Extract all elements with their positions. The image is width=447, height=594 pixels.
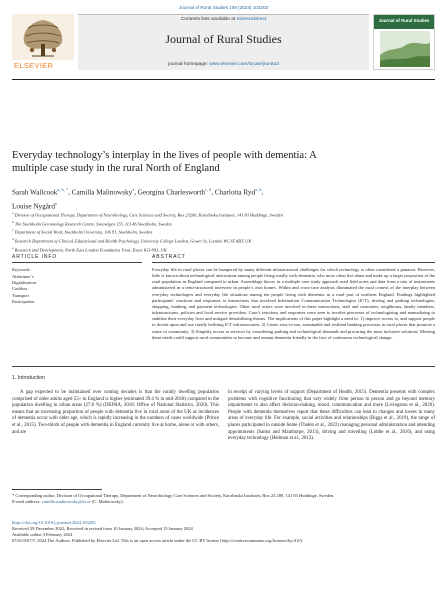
- intro-column-right: in receipt of varying levels of support (Department of Health, 2015). Dementia presents with complex problems with cognitive functioning that vary widely from person to person and go beyond memory impairments to also affect decision-making, mood, communication and more (Livingston et al., 2020). People with dementia themselves report that these difficulties can lead to changes and losses in many areas of everyday life. For example, social activities and relationships (Biggs et al., 2019), the range of places participated in outside home (Thalén et al., 2022) managing personal administration and attending appointments (Samsi and Manthorpe, 2013), driving and travelling (Liddle et al., 2016), and using everyday technology (Hedman et al., 2013).: [228, 390, 435, 442]
- cover-landscape-icon: [380, 31, 430, 67]
- article-info-rule: [12, 262, 142, 263]
- affiliation-item: $^e$ Research and Development, North East London Foundation Trust, Essex IG3 8XJ, UK: [12, 245, 167, 253]
- doi-link[interactable]: https://doi.org/10.1016/j.jrurstud.2024.103203: [12, 520, 96, 525]
- email-link[interactable]: camilla.malinowsky@ki.se: [41, 499, 91, 504]
- email-suffix: (C. Malinowsky).: [91, 499, 124, 504]
- publisher-name: ELSEVIER: [14, 61, 54, 70]
- article-title-line-1: Everyday technology’s interplay in the lives of people with dementia: A: [12, 150, 317, 161]
- elsevier-tree-icon: [12, 14, 74, 60]
- affiliations: [12, 210, 432, 253]
- keywords-label: Keywords:: [12, 267, 31, 272]
- affiliation-item: $^c$ Department of Social Work, Stockholm University, 106 91, Stockholm, Sweden: [12, 228, 153, 235]
- section-heading-introduction: 1. Introduction: [12, 375, 45, 381]
- journal-banner: [12, 14, 435, 70]
- email-label: E-mail address:: [12, 499, 41, 504]
- author-name[interactable]: Louise Nygård: [12, 202, 55, 211]
- affiliation-item: $^b$ The Stockholm Gerontology Research Centre, Sveavägen 155, 113 46 Stockholm, Sweden: [12, 219, 172, 227]
- abstract-text: Everyday life in rural places can be hampered by many different infrastructural challenges for which technology is often considered a panacea. However, little is known about technological interactions among people living rurally with dementia, who more often live alone and make up a larger proportion of the rural population in England compared to urban. Assemblage theory in a multiple case study approach used field notes and data from a mix of instruments administered in a semi-structured interview in people’s own homes. Within and cross-case analysis illuminated the rural context of the interplay between everyday technologies and everyday life situations among ten people living with dementia in a rural part of northern England. Findings highlighted participants’ reactions and responses to interactions that involved Information Communication Technologies (ICT), driving and parking technologies, shopping, banking, and payment technologies. Other rural actors were involved in these interactions; staff and customers, neighbours, family members, infrastructures, policies and local service providers. Case’s reactions and responses were seen to involve processes of technologizing and manualizing to stabilise their everyday lives and mitigate destabilising threats. The implications of this paper highlight a need to: 1) improve access to, and support people to decide upon and use rurally befitting ICT infrastructures. 2) Create easy-to-use, sustainable and resilient banking processes in rural places that promote a sense of community. 3) Simplify access to services by considering parking and technological demands and procuring the most inclusive solutions. Meeting these needs could support rural communities to become and remain dementia-friendly in the face of continuous technological change.: [152, 267, 435, 340]
- keyword-item[interactable]: Digitalisation: [12, 280, 36, 286]
- abstract-rule: [152, 262, 435, 263]
- abstract-end-rule: [12, 366, 435, 367]
- author-name[interactable]: Georgina Charlesworth: [137, 188, 205, 197]
- author-name[interactable]: Sarah Wallcook: [12, 188, 58, 197]
- abstract-heading: ABSTRACT: [152, 254, 186, 260]
- author-affil-marks[interactable]: a: [54, 201, 57, 207]
- keyword-item[interactable]: Transport: [12, 292, 29, 298]
- keywords-list: [12, 274, 36, 305]
- article-title: [12, 149, 432, 175]
- author-name[interactable]: Charlotta Ryd: [214, 188, 256, 197]
- author-affil-marks[interactable]: a: [132, 187, 135, 192]
- license-line: 0743-0167/© 2024 The Authors. Published by Elsevier Ltd. This is an open access article under the CC BY license (http://creativecommons.org/licenses/by/4.0/).: [12, 538, 304, 543]
- author-affil-marks[interactable]: a, b, *: [57, 187, 69, 192]
- affiliation-item: $^d$ Research Department of Clinical, Educational and Health Psychology, University College London, Gower St, London WC1E 6BT, UK: [12, 237, 252, 244]
- article-info-heading: ARTICLE INFO: [12, 254, 58, 260]
- sciencedirect-link[interactable]: ScienceDirect: [236, 17, 267, 22]
- keyword-item[interactable]: Participation: [12, 298, 35, 304]
- intro-column-left: A gap expected to be maintained over coming decades is that the rurally dwelling population comprised of older adults aged 55+ in England is higher (estimated 39.4 % in mid-2018) compared to the population dwelling in urban areas (27.8 %) (DEFRA, 2018; Office of National Statistics, 2020). This means that an increasing proportion of people with dementia live in rural areas of the UK as incidences of dementia occur with older age, which is rapidly increasing in the numbers of cases worldwide (Prince et al., 2015). Two-thirds of people with dementia in England currently live at home, alone or with others, and are: [12, 390, 219, 435]
- header-rule: [12, 79, 435, 80]
- author-name[interactable]: Camilla Malinowsky: [71, 188, 133, 197]
- journal-info-box: [78, 14, 369, 70]
- corresponding-author-footnote: [12, 493, 435, 505]
- keyword-item[interactable]: Alzheimer’s: [12, 274, 34, 279]
- availability-line: [78, 17, 369, 22]
- article-title-line-2: multiple case study in the rural North of England: [12, 163, 220, 174]
- publication-info: [12, 520, 435, 544]
- journal-title: Journal of Rural Studies: [165, 32, 282, 46]
- homepage-link[interactable]: www.elsevier.com/locate/jrurstud: [209, 62, 279, 67]
- journal-cover-thumbnail[interactable]: [373, 14, 435, 70]
- affiliation-item: $^a$ Division of Occupational Therapy, Department of Neurobiology, Care Sciences and Society, Box 23200, Karolinska Institutet, 141 83 Huddinge, Sweden: [12, 211, 283, 218]
- author-affil-marks[interactable]: c, d: [204, 187, 212, 192]
- footnote-rule: [12, 489, 102, 490]
- footnote-email-line: [12, 499, 435, 505]
- homepage-prefix: journal homepage:: [168, 62, 208, 67]
- author-list: Sarah Wallcook$^{a, b, *}$, Camilla Malinowsky$^a$, Georgina Charlesworth$^{c, d}$, Charlotta Ryd$^{a, b}$, Louise Nygård$^a$: [12, 187, 264, 211]
- availability-prefix: Contents lists available at: [180, 17, 236, 22]
- footnote-line: * Corresponding author. Division of Occupational Therapy, Department of Neurobiology Care Sciences and Society, Karolinska Institutet, Box 23 200, 141 83 Huddinge, Sweden.: [12, 493, 335, 498]
- running-head: Journal of Rural Studies 106 (2024) 103203: [178, 5, 269, 10]
- cover-journal-name: Journal of Rural Studies: [378, 18, 430, 23]
- available-online-date: Available online 3 February 2024: [12, 532, 73, 537]
- publisher-logo[interactable]: [12, 14, 74, 70]
- received-dates: Received 29 December 2022; Received in revised form 10 January 2024; Accepted 15 January 2024: [12, 526, 193, 531]
- author-affil-marks[interactable]: a, b: [255, 187, 262, 192]
- keyword-item[interactable]: Cashless: [12, 286, 28, 292]
- journal-homepage: [78, 62, 369, 67]
